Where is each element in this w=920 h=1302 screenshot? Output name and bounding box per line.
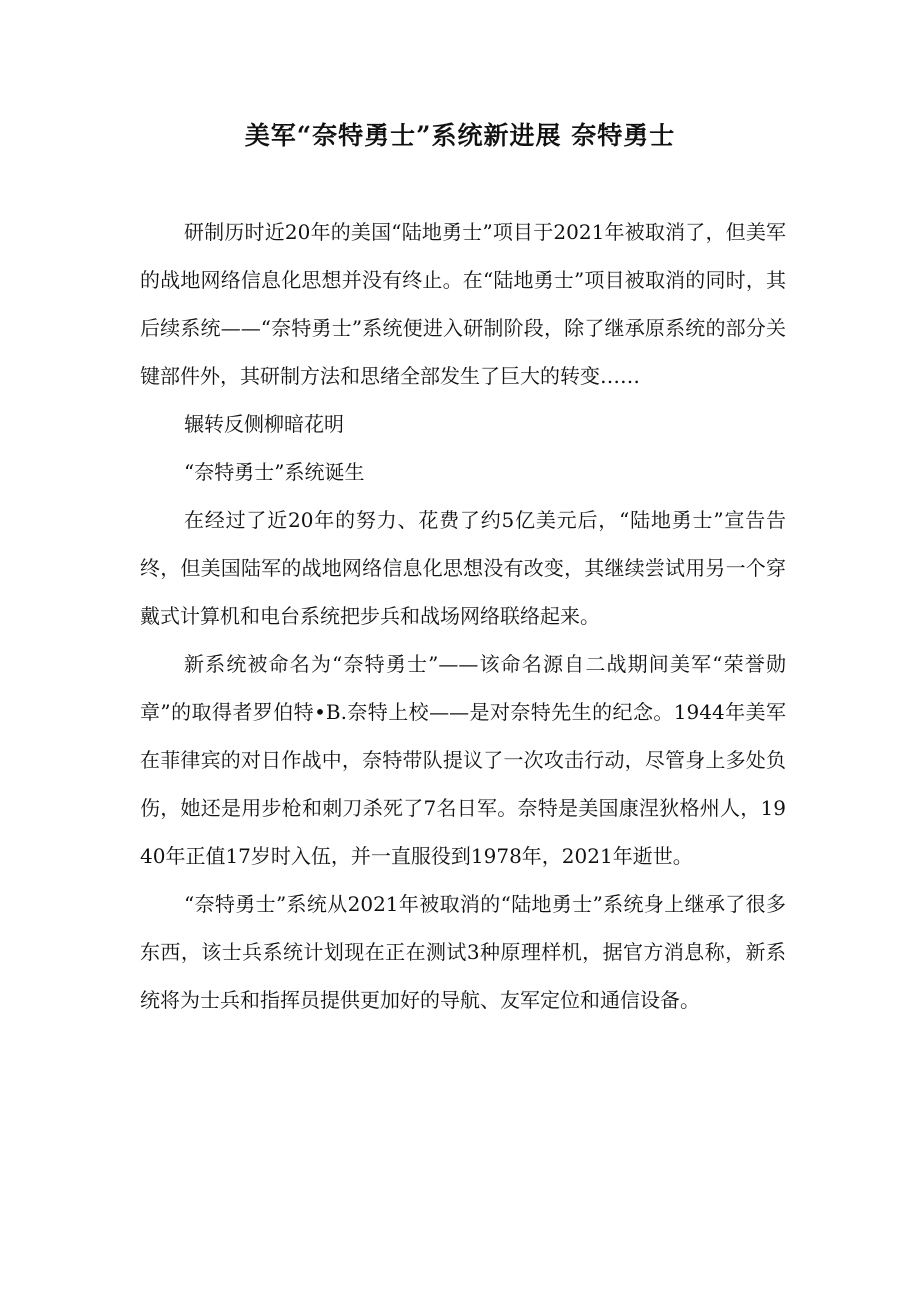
paragraph-naming: 新系统被命名为“奈特勇士”——该命名源自二战期间美军“荣誉勋章”的取得者罗伯特•B.奈特上校——是对奈特先生的纪念。1944年美军在菲律宾的对日作战中，奈特带队提议了一次攻击行动，尽管身上多处负伤，她还是用步枪和刺刀杀死了7名日军。奈特是美国康涅狄格州人，1940年正值17岁时入伍，并一直服役到1978年，2021年逝世。 (140, 652, 786, 868)
document-title: 美军“奈特勇士”系统新进展 奈特勇士 (244, 121, 676, 150)
paragraph-intro: 研制历时近20年的美国“陆地勇士”项目于2021年被取消了，但美军的战地网络信息化思想并没有终止。在“陆地勇士”项目被取消的同时，其后续系统——“奈特勇士”系统便进入研制阶段，除了继承原系统的部分关键部件外，其研制方法和思绪全部发生了巨大的转变…… (140, 220, 786, 388)
paragraph-background: 在经过了近20年的努力、花费了约5亿美元后，“陆地勇士”宣告告终，但美国陆军的战地网络信息化思想没有改变，其继续尝试用另一个穿戴式计算机和电台系统把步兵和战场网络联络起来。 (140, 508, 786, 628)
paragraph-inheritance: “奈特勇士”系统从2021年被取消的“陆地勇士”系统身上继承了很多东西，该士兵系统计划现在正在测试3种原理样机，据官方消息称，新系统将为士兵和指挥员提供更加好的导航、友军定位和通信设备。 (140, 892, 786, 1012)
section-subheading: “奈特勇士”系统诞生 (184, 460, 365, 484)
document-body (140, 208, 786, 1024)
section-heading: 辗转反侧柳暗花明 (184, 412, 344, 436)
